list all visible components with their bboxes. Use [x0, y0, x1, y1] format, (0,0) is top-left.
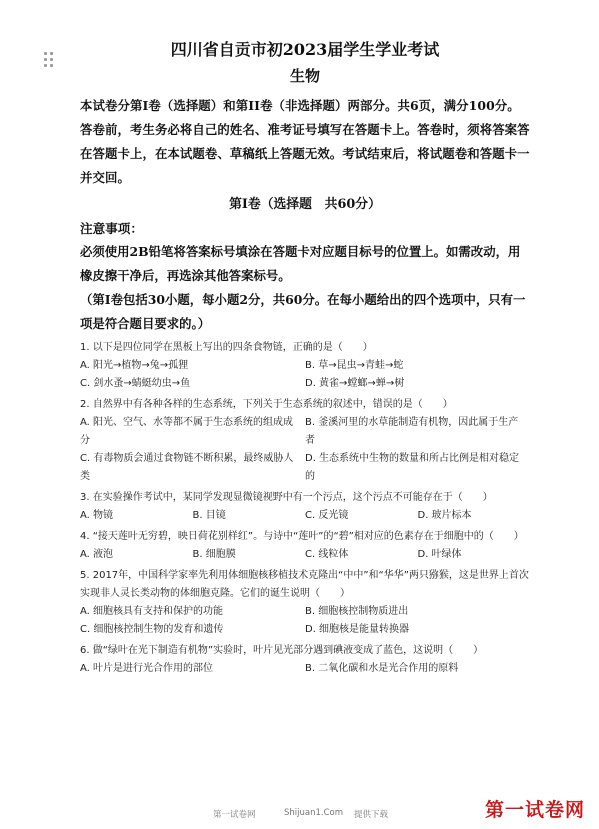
question-1-option-a: A. 阳光→植物→兔→孤狸 [80, 360, 189, 371]
footer-site-name: 第一试卷网 [213, 810, 256, 820]
question-3-option-d: D. 玻片标本 [417, 510, 472, 521]
question-5-option-d: D. 细胞核是能量转换器 [305, 624, 410, 635]
question-5-option-c: C. 细胞核控制生物的发育和遗传 [80, 624, 224, 635]
question-5-options [80, 603, 530, 639]
question-6-stem: 6. 做“绿叶在光下制造有机物”实验时，叶片见光部分遇到碘液变成了蓝色，这说明（ ） [80, 645, 484, 656]
question-4-stem: 4. “接天莲叶无穷碧，映日荷花别样红”。与诗中“莲叶”的“碧”相对应的色素存在于细胞中的（ ） [80, 531, 524, 542]
question-5-option-b: B. 细胞核控制物质进出 [305, 606, 409, 617]
question-2-stem: 2. 自然界中有各种各样的生态系统，下列关于生态系统的叙述中，错误的是（ ） [80, 399, 453, 410]
question-4-options [80, 546, 530, 564]
question-2-option-a: A. 阳光、空气、水等都不属于生态系统的组成成分 [80, 417, 294, 446]
question-3-option-c: C. 反光镜 [305, 510, 349, 521]
question-3-stem: 3. 在实验操作考试中，某同学发现显微镜视野中有一个污点，这个污点不可能存在于（ ） [80, 492, 493, 503]
notice-body: 必须使用2B铅笔将答案标号填涂在答题卡对应题目标号的位置上。如需改动，用橡皮擦干净后，再选涂其他答案标号。 [80, 244, 521, 283]
question-list [80, 339, 530, 678]
question-4-option-c: C. 线粒体 [305, 549, 349, 560]
drag-handle-icon[interactable] [44, 52, 54, 68]
exam-intro: 本试卷分第I卷（选择题）和第II卷（非选择题）两部分。共6页，满分100分。答卷前，考生务必将自己的姓名、准考证号填写在答题卡上。答卷时，须将答案答在答题卡上，在本试题卷、草稿纸上答题无效。考试结束后，将试题卷和答题卡一并交回。 [80, 98, 530, 185]
notice-extra: （第I卷包括30小题，每小题2分，共60分。在每小题给出的四个选项中，只有一项是符合题目要求的。） [80, 292, 526, 331]
question-5-stem: 5. 2017年，中国科学家率先利用体细胞核移植技术克隆出“中中”和“华华”两只猕猴，这是世界上首次实现非人灵长类动物的体细胞克隆。它们的诞生说明（ ） [80, 570, 529, 599]
question-1-option-c: C. 剑水蚤→蜻蜓幼虫→鱼 [80, 378, 191, 389]
question-3-option-a: A. 物镜 [80, 510, 114, 521]
notice-heading: 注意事项： [80, 221, 143, 236]
question-4-option-b: B. 细胞膜 [192, 549, 236, 560]
section-title: 第I卷（选择题 共60分） [229, 197, 381, 212]
subject-title: 生物 [289, 67, 320, 85]
question-1-option-b: B. 草→昆虫→青蛙→蛇 [305, 360, 404, 371]
question-2-options [80, 414, 530, 486]
question-1-stem: 1. 以下是四位同学在黑板上写出的四条食物链，正确的是（ ） [80, 342, 373, 353]
question-1-option-d: D. 黄雀→螳螂→蝉→树 [305, 378, 405, 389]
document-body [80, 40, 530, 678]
question-6-option-b: B. 二氧化碳和水是光合作用的原料 [305, 663, 459, 674]
footer-download-text: 提供下载 [354, 810, 389, 820]
question-3-options [80, 507, 530, 525]
exam-title: 四川省自贡市初2023届学生学业考试 [170, 40, 440, 59]
question-2-option-b: B. 釜溪河里的水草能制造有机物，因此属于生产者 [305, 417, 519, 446]
question-6-option-a: A. 叶片是进行光合作用的部位 [80, 663, 214, 674]
question-1-options [80, 357, 530, 393]
question-6-options [80, 660, 530, 678]
question-3-option-b: B. 目镜 [192, 510, 226, 521]
question-4-option-d: D. 叶绿体 [417, 549, 462, 560]
question-2-option-c: C. 有毒物质会通过食物链不断积累，最终威胁人类 [80, 453, 294, 482]
question-5-option-a: A. 细胞核具有支持和保护的功能 [80, 606, 224, 617]
question-2-option-d: D. 生态系统中生物的数量和所占比例是相对稳定的 [305, 453, 520, 482]
question-4-option-a: A. 液泡 [80, 549, 114, 560]
brand-logo-text: 第一试卷网 [484, 799, 585, 821]
footer-site-url[interactable]: Shijuan1.Com [284, 808, 344, 818]
